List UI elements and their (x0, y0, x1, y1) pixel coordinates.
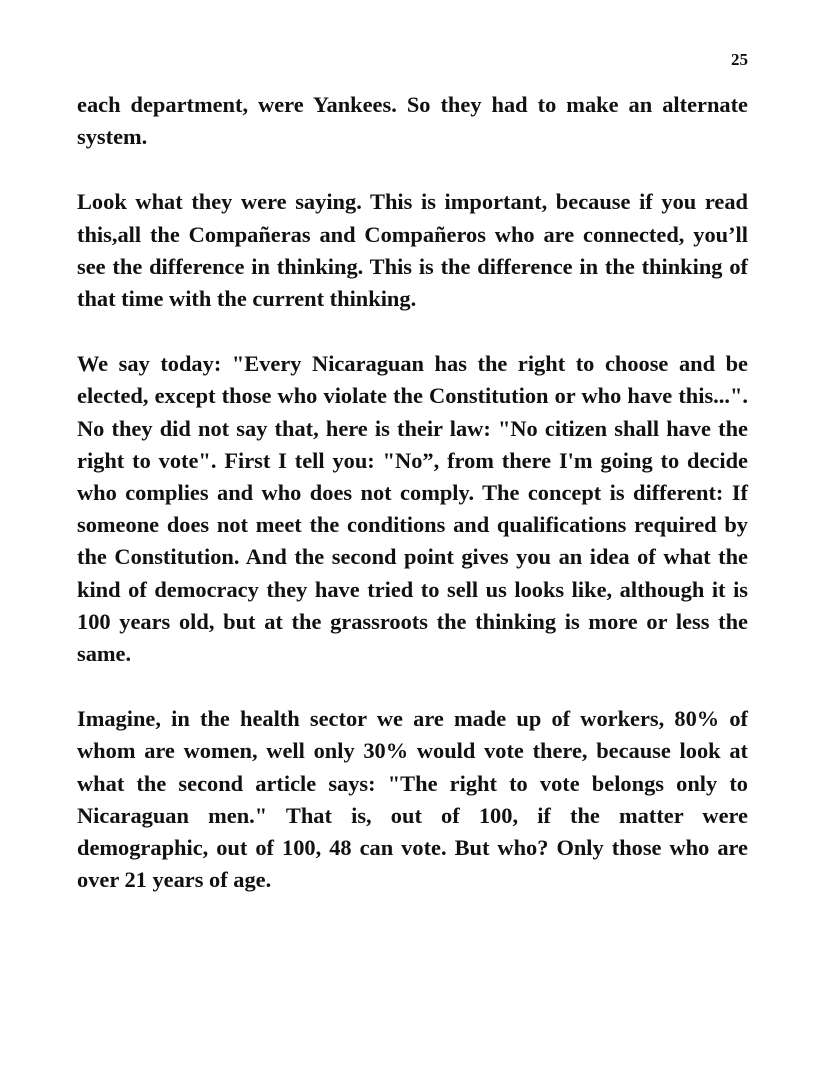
page-number: 25 (731, 50, 748, 69)
paragraph-3: We say today: "Every Nicaraguan has the right to choose and be elected, except those who violate the Constitution or who have this...". No they did not say that, here is their law: "No citizen shall have the right to vote". First I tell you: "No”, from there I'm going to decide who complies and who does not comply. The concept is different: If someone does not meet the conditions and qualifications required by the Constitution. And the second point gives you an idea of what the kind of democracy they have tried to sell us looks like, although it is 100 years old, but at the grassroots the thinking is more or less the same. (77, 351, 748, 667)
body-text (77, 89, 748, 929)
paragraph-4: Imagine, in the health sector we are made up of workers, 80% of whom are women, well only 30% would vote there, because look at what the second article says: "The right to vote belongs only to Nicaraguan men." That is, out of 100, if the matter were demographic, out of 100, 48 can vote. But who? Only those who are over 21 years of age. (77, 706, 748, 893)
paragraph-1: each department, were Yankees. So they had to make an alternate system. (77, 92, 748, 150)
paragraph-2: Look what they were saying. This is important, because if you read this,all the Compañeras and Compañeros who are connected, you’ll see the difference in thinking. This is the difference in the thinking of that time with the current thinking. (77, 189, 748, 312)
